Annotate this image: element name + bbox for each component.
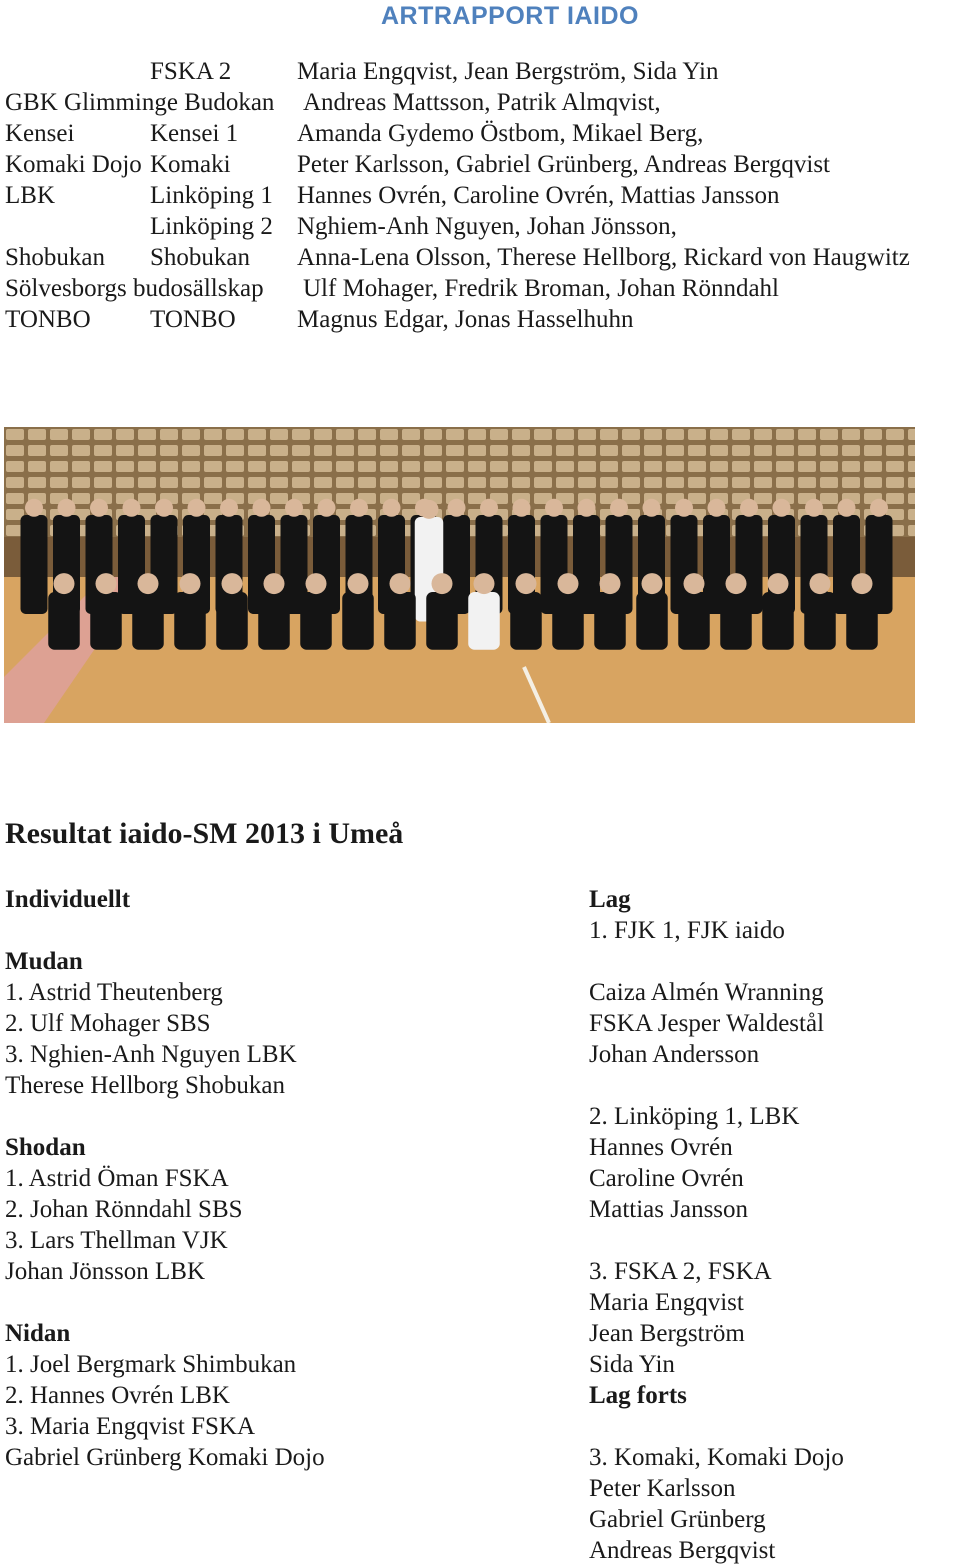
- team-members: Amanda Gydemo Östbom, Mikael Berg,: [297, 120, 704, 147]
- team-members: Anna-Lena Olsson, Therese Hellborg, Rickard von Haugwitz: [297, 244, 910, 271]
- result-line: Maria Engqvist: [589, 1289, 744, 1316]
- result-line: 1. Joel Bergmark Shimbukan: [5, 1351, 297, 1378]
- result-line: 2. Linköping 1, LBK: [589, 1103, 800, 1130]
- group-photo: [4, 427, 915, 723]
- result-line: 3. Nghien-Anh Nguyen LBK: [5, 1041, 297, 1068]
- result-heading: Shodan: [5, 1134, 86, 1161]
- results-title: Resultat iaido-SM 2013 i Umeå: [5, 817, 404, 850]
- result-heading: Lag forts: [589, 1382, 687, 1409]
- team-members: Maria Engqvist, Jean Bergström, Sida Yin: [297, 58, 719, 85]
- team-name: Shobukan: [150, 244, 250, 271]
- team-members: Andreas Mattsson, Patrik Almqvist,: [303, 89, 661, 116]
- result-line: 2. Hannes Ovrén LBK: [5, 1382, 230, 1409]
- result-line: 1. FJK 1, FJK iaido: [589, 917, 785, 944]
- club-name: Kensei: [5, 120, 75, 147]
- result-line: Johan Jönsson LBK: [5, 1258, 206, 1285]
- team-members: Hannes Ovrén, Caroline Ovrén, Mattias Jansson: [297, 182, 780, 209]
- result-line: Gabriel Grünberg Komaki Dojo: [5, 1444, 325, 1471]
- club-name: Komaki Dojo: [5, 151, 142, 178]
- group-photo-illustration: [4, 427, 915, 723]
- team-name: Komaki: [150, 151, 231, 178]
- team-members: Peter Karlsson, Gabriel Grünberg, Andreas Bergqvist: [297, 151, 830, 178]
- team-members: Nghiem-Anh Nguyen, Johan Jönsson,: [297, 213, 677, 240]
- team-name: TONBO: [150, 306, 236, 333]
- page-title: ARTRAPPORT IAIDO: [381, 2, 639, 30]
- result-heading: Lag: [589, 886, 631, 913]
- result-line: 2. Ulf Mohager SBS: [5, 1010, 211, 1037]
- result-line: 2. Johan Rönndahl SBS: [5, 1196, 243, 1223]
- club-name: LBK: [5, 182, 55, 209]
- result-line: Therese Hellborg Shobukan: [5, 1072, 286, 1099]
- result-heading: Mudan: [5, 948, 83, 975]
- result-line: Hannes Ovrén: [589, 1134, 733, 1161]
- result-line: FSKA Jesper Waldestål: [589, 1010, 825, 1037]
- team-members: Magnus Edgar, Jonas Hasselhuhn: [297, 306, 634, 333]
- team-name: Linköping 2: [150, 213, 273, 240]
- team-name: FSKA 2: [150, 58, 232, 85]
- team-name: Kensei 1: [150, 120, 239, 147]
- result-line: Johan Andersson: [589, 1041, 760, 1068]
- result-line: Peter Karlsson: [589, 1475, 736, 1502]
- result-line: Mattias Jansson: [589, 1196, 749, 1223]
- result-heading: Nidan: [5, 1320, 71, 1347]
- result-line: 1. Astrid Theutenberg: [5, 979, 223, 1006]
- club-name: TONBO: [5, 306, 91, 333]
- result-line: Caroline Ovrén: [589, 1165, 744, 1192]
- team-members: Ulf Mohager, Fredrik Broman, Johan Rönndahl: [303, 275, 780, 302]
- team-name: Linköping 1: [150, 182, 273, 209]
- result-line: 3. Lars Thellman VJK: [5, 1227, 228, 1254]
- result-line: 3. FSKA 2, FSKA: [589, 1258, 772, 1285]
- result-line: 1. Astrid Öman FSKA: [5, 1165, 229, 1192]
- result-line: 3. Komaki, Komaki Dojo: [589, 1444, 844, 1471]
- club-name: Sölvesborgs budosällskap: [5, 275, 264, 302]
- person: [21, 499, 48, 614]
- result-heading: Individuellt: [5, 886, 131, 913]
- result-line: Sida Yin: [589, 1351, 675, 1378]
- result-line: 3. Maria Engqvist FSKA: [5, 1413, 255, 1440]
- result-line: Gabriel Grünberg: [589, 1506, 766, 1533]
- result-line: Caiza Almén Wranning: [589, 979, 824, 1006]
- club-name: Shobukan: [5, 244, 105, 271]
- club-name: GBK Glimminge Budokan: [5, 89, 275, 116]
- result-line: Andreas Bergqvist: [589, 1537, 776, 1564]
- result-line: Jean Bergström: [589, 1320, 745, 1347]
